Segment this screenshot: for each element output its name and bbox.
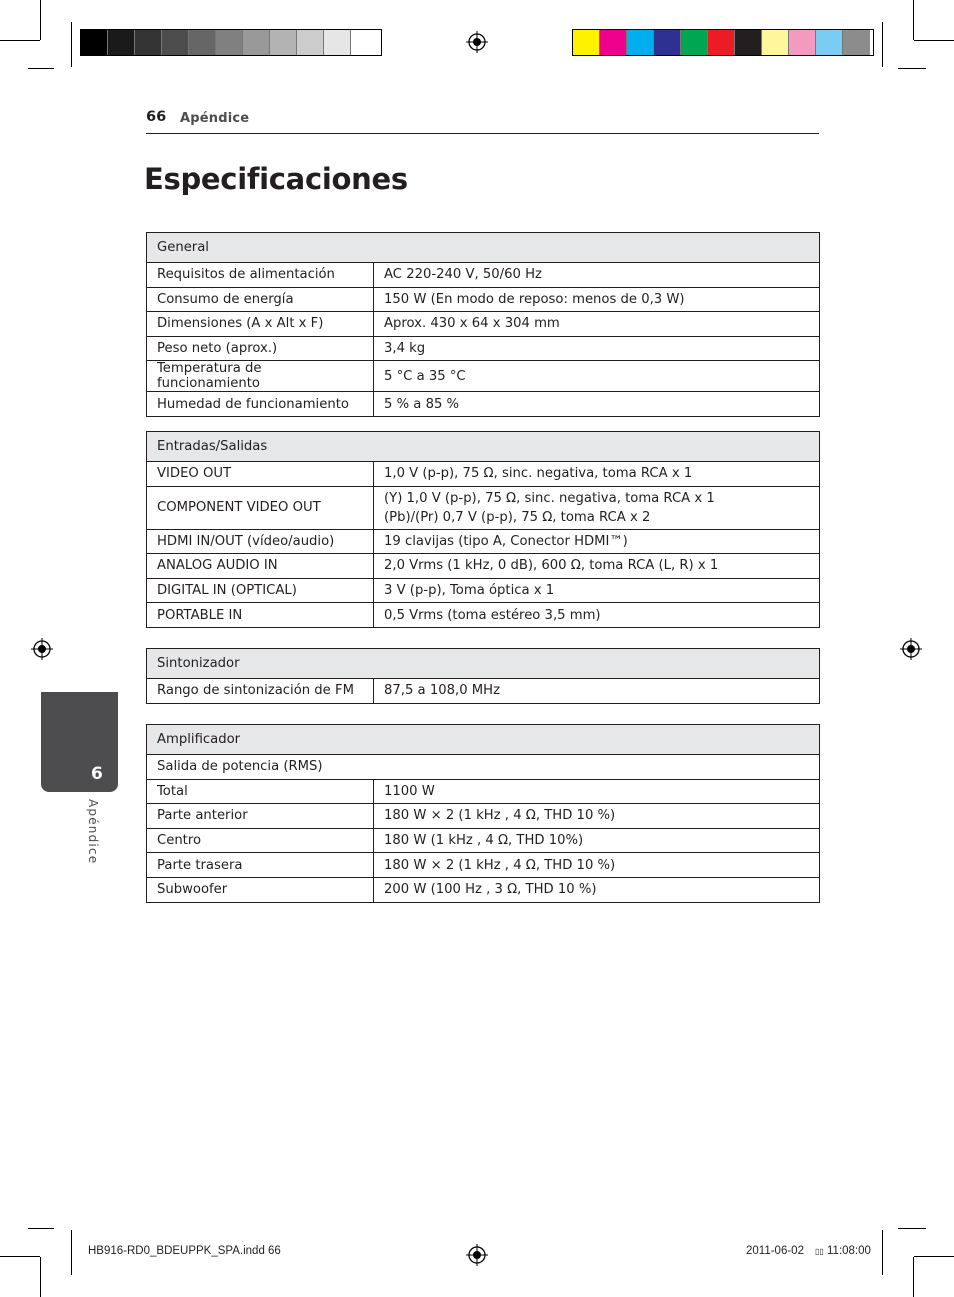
footer-file-name: HB916-RD0_BDEUPPK_SPA.indd 66 [88, 1245, 281, 1257]
color-swatch [243, 30, 270, 55]
spec-label: Subwoofer [147, 877, 374, 902]
spec-label: COMPONENT VIDEO OUT [147, 486, 374, 529]
color-swatch [735, 30, 762, 55]
color-swatch [789, 30, 816, 55]
spec-label: Requisitos de alimentación [147, 263, 374, 288]
spec-label: Total [147, 779, 374, 804]
spec-value: 3 V (p-p), Toma óptica x 1 [374, 578, 820, 603]
crop-mark [882, 22, 883, 67]
spec-value [374, 486, 820, 529]
color-swatch [189, 30, 216, 55]
table-row [147, 263, 820, 288]
crop-mark [914, 40, 954, 41]
spec-value: 5 °C a 35 °C [374, 361, 820, 392]
chapter-number: 6 [91, 764, 103, 784]
chapter-label: Apéndice [86, 799, 100, 865]
color-swatch [297, 30, 324, 55]
crop-mark [898, 68, 926, 69]
color-swatch [324, 30, 351, 55]
table-row [147, 755, 820, 780]
spec-value: 19 clavijas (tipo A, Conector HDMI™) [374, 529, 820, 554]
crop-mark [898, 1228, 926, 1229]
table-row [147, 336, 820, 361]
footer-glyph: ▯▯ [815, 1247, 824, 1256]
spec-value: 150 W (En modo de reposo: menos de 0,3 W) [374, 287, 820, 312]
table-row [147, 828, 820, 853]
spec-value: 3,4 kg [374, 336, 820, 361]
spec-label: Consumo de energía [147, 287, 374, 312]
spec-label: Centro [147, 828, 374, 853]
io-spec-table [146, 431, 820, 628]
spec-value: 0,5 Vrms (toma estéreo 3,5 mm) [374, 603, 820, 628]
color-swatch [351, 30, 378, 55]
spec-value: 180 W (1 kHz , 4 Ω, THD 10%) [374, 828, 820, 853]
color-swatch [108, 30, 135, 55]
table-header: Entradas/Salidas [147, 432, 820, 462]
spec-label: HDMI IN/OUT (vídeo/audio) [147, 529, 374, 554]
spec-label: ANALOG AUDIO IN [147, 554, 374, 579]
footer-time: 11:08:00 [827, 1245, 871, 1257]
table-header: General [147, 233, 820, 263]
crop-mark [0, 1256, 40, 1257]
registration-mark-icon [466, 31, 488, 53]
registration-mark-icon [466, 1244, 488, 1266]
amplifier-spec-table [146, 724, 820, 903]
crop-mark [71, 1230, 72, 1275]
table-row [147, 361, 820, 392]
crop-mark [40, 1257, 41, 1297]
spec-value: 180 W × 2 (1 kHz , 4 Ω, THD 10 %) [374, 804, 820, 829]
footer-date: 2011-06-02 [746, 1245, 804, 1257]
spec-value: 2,0 Vrms (1 kHz, 0 dB), 600 Ω, toma RCA (L, R) x 1 [374, 554, 820, 579]
crop-mark [914, 1256, 954, 1257]
spec-label: Parte anterior [147, 804, 374, 829]
spec-label: PORTABLE IN [147, 603, 374, 628]
crop-mark [882, 1230, 883, 1275]
table-row [147, 804, 820, 829]
spec-label: VIDEO OUT [147, 462, 374, 487]
crop-mark [40, 0, 41, 40]
table-row [147, 877, 820, 902]
color-swatch [162, 30, 189, 55]
spec-value: AC 220-240 V, 50/60 Hz [374, 263, 820, 288]
process-color-bar [572, 29, 874, 56]
spec-value: 5 % a 85 % [374, 392, 820, 417]
spec-value-line: (Y) 1,0 V (p-p), 75 Ω, sinc. negativa, toma RCA x 1 [384, 490, 715, 506]
color-swatch [654, 30, 681, 55]
spec-value: 200 W (100 Hz , 3 Ω, THD 10 %) [374, 877, 820, 902]
color-swatch [762, 30, 789, 55]
color-swatch [816, 30, 843, 55]
color-swatch [600, 30, 627, 55]
tuner-spec-table [146, 648, 820, 704]
table-row [147, 486, 820, 529]
table-row [147, 462, 820, 487]
table-row [147, 853, 820, 878]
spec-value: 1,0 V (p-p), 75 Ω, sinc. negativa, toma RCA x 1 [374, 462, 820, 487]
chapter-tab [41, 692, 118, 792]
spec-value: Aprox. 430 x 64 x 304 mm [374, 312, 820, 337]
table-header: Amplificador [147, 725, 820, 755]
registration-mark-icon [31, 638, 53, 660]
crop-mark [71, 22, 72, 67]
page-number: 66 [146, 109, 167, 125]
table-row [147, 779, 820, 804]
spec-label: Parte trasera [147, 853, 374, 878]
color-swatch [681, 30, 708, 55]
color-swatch [216, 30, 243, 55]
color-swatch [81, 30, 108, 55]
table-row [147, 679, 820, 704]
color-swatch [573, 30, 600, 55]
color-swatch [270, 30, 297, 55]
table-row [147, 603, 820, 628]
color-swatch [627, 30, 654, 55]
table-row [147, 554, 820, 579]
section-name: Apéndice [180, 111, 250, 126]
table-row [147, 578, 820, 603]
table-row [147, 392, 820, 417]
table-row [147, 529, 820, 554]
crop-mark [913, 0, 914, 40]
spec-label: Peso neto (aprox.) [147, 336, 374, 361]
spec-label: Temperatura de funcionamiento [147, 361, 374, 392]
registration-mark-icon [900, 638, 922, 660]
crop-mark [0, 40, 40, 41]
table-row [147, 312, 820, 337]
color-swatch [843, 30, 870, 55]
spec-value: 180 W × 2 (1 kHz , 4 Ω, THD 10 %) [374, 853, 820, 878]
header-rule [146, 133, 819, 134]
grayscale-color-bar [80, 29, 382, 56]
spec-label: Rango de sintonización de FM [147, 679, 374, 704]
spec-label: Humedad de funcionamiento [147, 392, 374, 417]
spec-value: 1100 W [374, 779, 820, 804]
spec-label: Dimensiones (A x Alt x F) [147, 312, 374, 337]
crop-mark [28, 68, 54, 69]
spec-value-line: (Pb)/(Pr) 0,7 V (p-p), 75 Ω, toma RCA x 2 [384, 509, 651, 525]
color-swatch [135, 30, 162, 55]
crop-mark [913, 1257, 914, 1297]
spec-value: 87,5 a 108,0 MHz [374, 679, 820, 704]
spec-label: DIGITAL IN (OPTICAL) [147, 578, 374, 603]
table-row [147, 287, 820, 312]
page-title: Especificaciones [144, 162, 408, 196]
general-spec-table [146, 232, 820, 417]
crop-mark [28, 1228, 54, 1229]
spec-subheader: Salida de potencia (RMS) [147, 755, 820, 780]
table-header: Sintonizador [147, 649, 820, 679]
color-swatch [708, 30, 735, 55]
